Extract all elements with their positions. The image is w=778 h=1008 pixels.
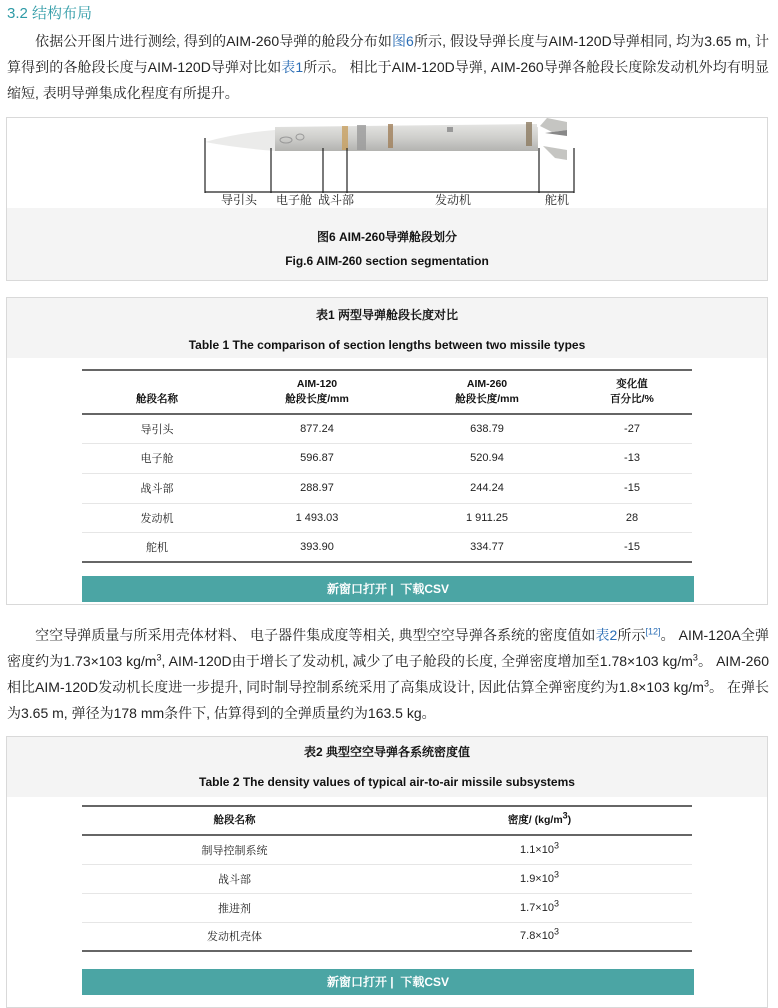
cell: 战斗部 [82,864,387,893]
table-2-actions [82,969,694,995]
figure-caption [7,208,767,280]
warhead-band [342,126,348,150]
paragraph-text: 所示。 相比于AIM-120D导弹, AIM-260导弹各舱段长度除发动机外均有明显缩短, 表明导弹集成化程度有所提升。 [7,59,769,101]
cell: 1 911.25 [402,503,572,532]
paragraph-1 [7,28,769,106]
caption-en: Fig.6 AIM-260 section segmentation [285,254,489,268]
paragraph-text: , AIM-120D由于增长了发动机, 减少了电子舱段的长度, 全弹密度增加至1.78×103 kg/m [161,653,693,669]
cell: 28 [572,503,692,532]
table-1-link[interactable]: 表1 [281,59,304,75]
missile-diagram[interactable] [7,118,767,208]
download-csv-button[interactable]: 下载CSV [400,582,450,596]
table-row [82,835,692,864]
figure-6-link[interactable]: 图6 [391,33,414,49]
caption-cn: 图6 AIM-260导弹舱段划分 [316,230,458,244]
table-row [82,503,692,532]
table-2-container [6,736,768,1008]
column-header: AIM-260 舱段长度/mm [402,370,572,414]
cell: 制导控制系统 [82,835,387,864]
figure-6 [6,117,768,281]
cell: 393.90 [232,532,402,562]
column-header: 变化值 百分比/% [572,370,692,414]
table-row [82,443,692,473]
segment-label-electronics: 电子舱 [276,193,313,207]
paragraph-text: 空空导弹质量与所采用壳体材料、 电子器件集成度等相关, 典型空空导弹各系统的密度值如 [35,627,596,643]
cell: 发动机壳体 [82,922,387,951]
segment-label-seeker: 导引头 [221,193,258,207]
paragraph-text: 。 AIM-120A全弹密度约为1.73×103 kg/m [7,627,770,669]
segment-label-warhead: 战斗部 [318,193,355,207]
cell: -27 [572,414,692,443]
cell: 推进剂 [82,893,387,922]
paragraph-text: 所示, 假设导弹长度与AIM-120D导弹相同, 均为3.65 m, 计算得到的各舱段长度与AIM-120D导弹对比如 [7,33,769,75]
superscript: 3 [692,652,698,663]
cell: 334.77 [402,532,572,562]
cell: 战斗部 [82,473,232,503]
column-header: 舱段名称 [82,806,387,835]
paragraph-text: 依据公开图片进行测绘, 得到的AIM-260导弹的舱段分布如 [35,33,392,49]
paragraph-text: 。 在弹长为3.65 m, 弹径为178 mm条件下, 估算得到的全弹质量约为163.5 kg。 [7,679,769,721]
segment-label-actuator: 舵机 [545,193,570,207]
cell: -13 [572,443,692,473]
cell: 电子舱 [82,443,232,473]
cell: -15 [572,532,692,562]
missile-nose [205,130,275,151]
cell: 288.97 [232,473,402,503]
column-header: 密度/ $(kg/m^3)$ [387,806,692,835]
table-1-title-cn: 表1 两型导弹舱段长度对比 [315,308,458,322]
cell: 导引头 [82,414,232,443]
table-2-title-cn: 表2 典型空空导弹各系统密度值 [303,745,470,759]
cell: 520.94 [402,443,572,473]
cell: 发动机 [82,503,232,532]
paragraph-text: 所示 [617,627,646,643]
cell: 舵机 [82,532,232,562]
table-row [82,864,692,893]
cell: $1.1\times 10^3$ [387,835,692,864]
reference-link[interactable]: [12] [645,626,661,637]
column-header: 舱段名称 [82,370,232,414]
table-row [82,473,692,503]
cell: $1.7\times 10^3$ [387,893,692,922]
open-new-window-button[interactable]: 新窗口打开 [326,975,387,989]
table-header-row [82,806,692,835]
table-1-container [6,297,768,605]
table-2-title-en: Table 2 The density values of typical air-to-air missile subsystems [199,775,575,789]
paragraph-2 [7,622,769,726]
table-1-actions [82,576,694,602]
cell: 1 493.03 [232,503,402,532]
cell: 244.24 [402,473,572,503]
superscript: 3 [156,652,162,663]
cell: 596.87 [232,443,402,473]
table-2 [82,805,692,952]
table-2-header [7,737,767,797]
cell: -15 [572,473,692,503]
segment-label-motor: 发动机 [435,193,472,207]
superscript: 3 [703,678,709,689]
section-title: 3.2 结构布局 [7,5,93,22]
column-header: AIM-120 舱段长度/mm [232,370,402,414]
table-1 [82,369,692,563]
table-row [82,532,692,562]
open-new-window-button[interactable]: 新窗口打开 [326,582,387,596]
cell: 877.24 [232,414,402,443]
table-2-link[interactable]: 表2 [595,627,618,643]
paragraph-text: 。 AIM-260相比AIM-120D发动机长度进一步提升, 同时制导控制系统采用了高集成设计, 因此估算全弹密度约为1.8×103 kg/m [7,653,769,695]
separator: | [386,582,397,596]
table-header-row [82,370,692,414]
table-row [82,414,692,443]
table-1-title-en: Table 1 The comparison of section lengths between two missile types [188,338,586,352]
cell: 638.79 [402,414,572,443]
table-row [82,893,692,922]
cell: $1.9\times 10^3$ [387,864,692,893]
table-1-header [7,298,767,358]
download-csv-button[interactable]: 下载CSV [400,975,450,989]
cell: $7.8\times 10^3$ [387,922,692,951]
separator: | [386,975,397,989]
table-row [82,922,692,951]
